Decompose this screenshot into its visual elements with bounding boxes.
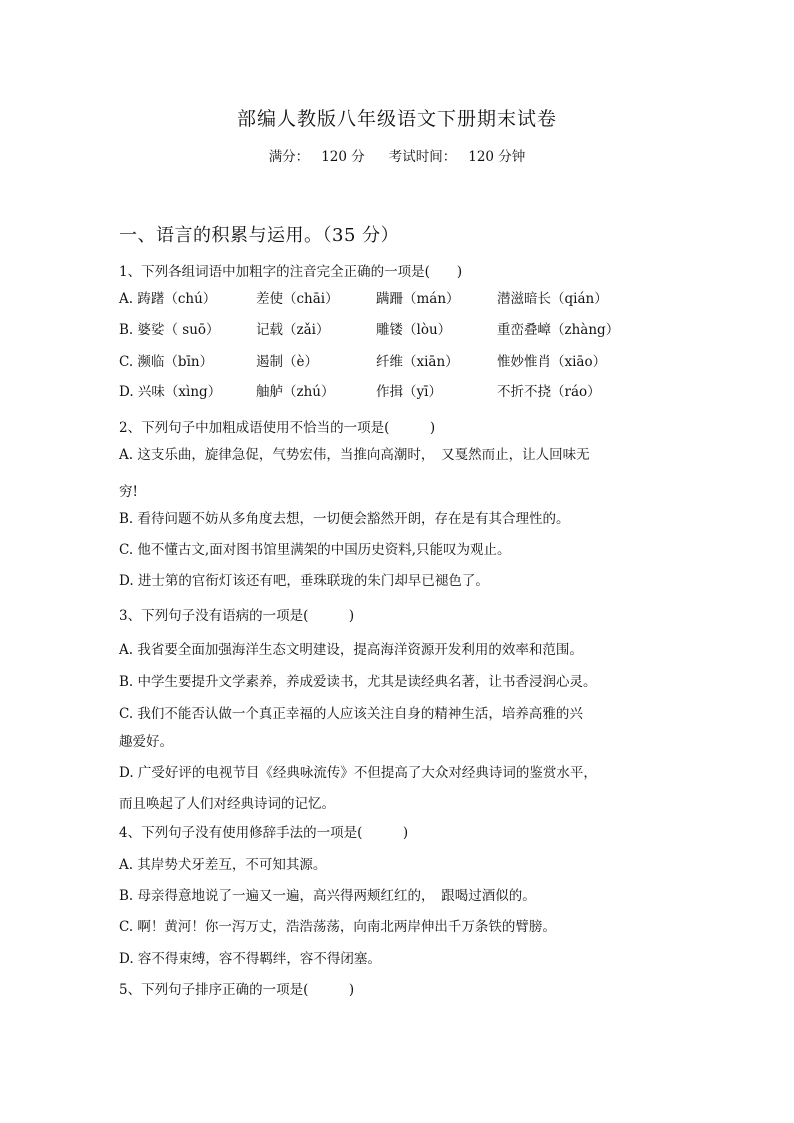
option-cell: 雕镂（lòu）	[376, 322, 452, 338]
full-score-label: 满分：	[268, 149, 310, 165]
question-3-option-c-line1: C. 我们不能否认做一个真正幸福的人应该关注自身的精神生活，培养高雅的兴	[119, 706, 583, 722]
question-2-option-d: D. 进士第的官衔灯该还有吧，垂珠联珑的朱门却早已褪色了。	[119, 573, 489, 589]
question-4-option-d: D. 容不得束缚，容不得羁绊，容不得闭塞。	[119, 951, 381, 967]
option-cell: 潜滋暗长（qián）	[497, 291, 608, 307]
question-2-option-a-line1: A. 这支乐曲，旋律急促，气势宏伟，当推向高潮时， 又戛然而止，让人回味无	[119, 447, 590, 463]
option-cell: 作揖（yī）	[376, 384, 442, 400]
option-cell: 纤维（xiān）	[376, 354, 459, 370]
question-4-option-b: B. 母亲得意地说了一遍又一遍，高兴得两颊红红的， 跟喝过酒似的。	[119, 888, 536, 904]
question-4-option-c: C. 啊！黄河！你一泻万丈，浩浩荡荡，向南北两岸伸出千万条铁的臂膀。	[119, 919, 556, 935]
question-4-stem: 4、下列句子没有使用修辞手法的一项是( )	[119, 825, 409, 841]
question-3-option-d-line1: D. 广受好评的电视节目《经典咏流传》不但提高了大众对经典诗词的鉴赏水平，	[119, 765, 597, 781]
option-cell: 舳舻（zhú）	[256, 384, 335, 400]
question-3-option-d-line2: 而且唤起了人们对经典诗词的记忆。	[119, 796, 335, 812]
full-score-value: 120 分	[321, 149, 365, 165]
question-5-stem: 5、下列句子排序正确的一项是( )	[119, 982, 355, 998]
question-2-option-b: B. 看待问题不妨从多角度去想，一切便会豁然开朗，存在是有其合理性的。	[119, 511, 570, 527]
question-3-option-a: A. 我省要全面加强海洋生态文明建设，提高海洋资源开发利用的效率和范围。	[119, 642, 583, 658]
option-cell: B. 婆娑（ suō）	[119, 322, 220, 338]
option-cell: 遏制（è）	[256, 354, 318, 370]
option-cell: 惟妙惟肖（xiāo）	[497, 354, 607, 370]
question-4-option-a: A. 其岸势犬牙差互，不可知其源。	[119, 857, 327, 873]
option-cell: 不折不挠（ráo）	[497, 384, 601, 400]
option-cell: A. 踌躇（chú）	[119, 291, 217, 307]
exam-title: 部编人教版八年级语文下册期末试卷	[236, 108, 557, 130]
question-3-stem: 3、下列句子没有语病的一项是( )	[119, 608, 355, 624]
option-cell: D. 兴味（xìng）	[119, 384, 222, 400]
option-cell: 记载（zǎi）	[256, 322, 330, 338]
question-2-option-c: C. 他不懂古文,面对图书馆里满架的中国历史资料,只能叹为观止。	[119, 542, 511, 558]
exam-info	[0, 145, 794, 165]
question-2-option-a-line2: 穷!	[119, 484, 138, 500]
question-1-stem: 1、下列各组词语中加粗字的注音完全正确的一项是( )	[119, 264, 463, 280]
question-2-stem: 2、下列句子中加粗成语使用不恰当的一项是( )	[119, 420, 436, 436]
section-heading: 一、语言的积累与运用。（35 分）	[119, 225, 400, 246]
option-cell: 重峦叠嶂（zhàng）	[497, 322, 620, 338]
option-cell: 差使（chāi）	[256, 291, 339, 307]
time-label: 考试时间：	[388, 149, 457, 165]
option-cell: 蹒跚（mán）	[376, 291, 460, 307]
question-3-option-b: B. 中学生要提升文学素养，养成爱读书，尤其是读经典名著，让书香浸润心灵。	[119, 674, 597, 690]
question-3-option-c-line2: 趣爱好。	[119, 734, 173, 750]
time-value: 120 分钟	[468, 149, 526, 165]
option-cell: C. 濒临（bīn）	[119, 354, 214, 370]
